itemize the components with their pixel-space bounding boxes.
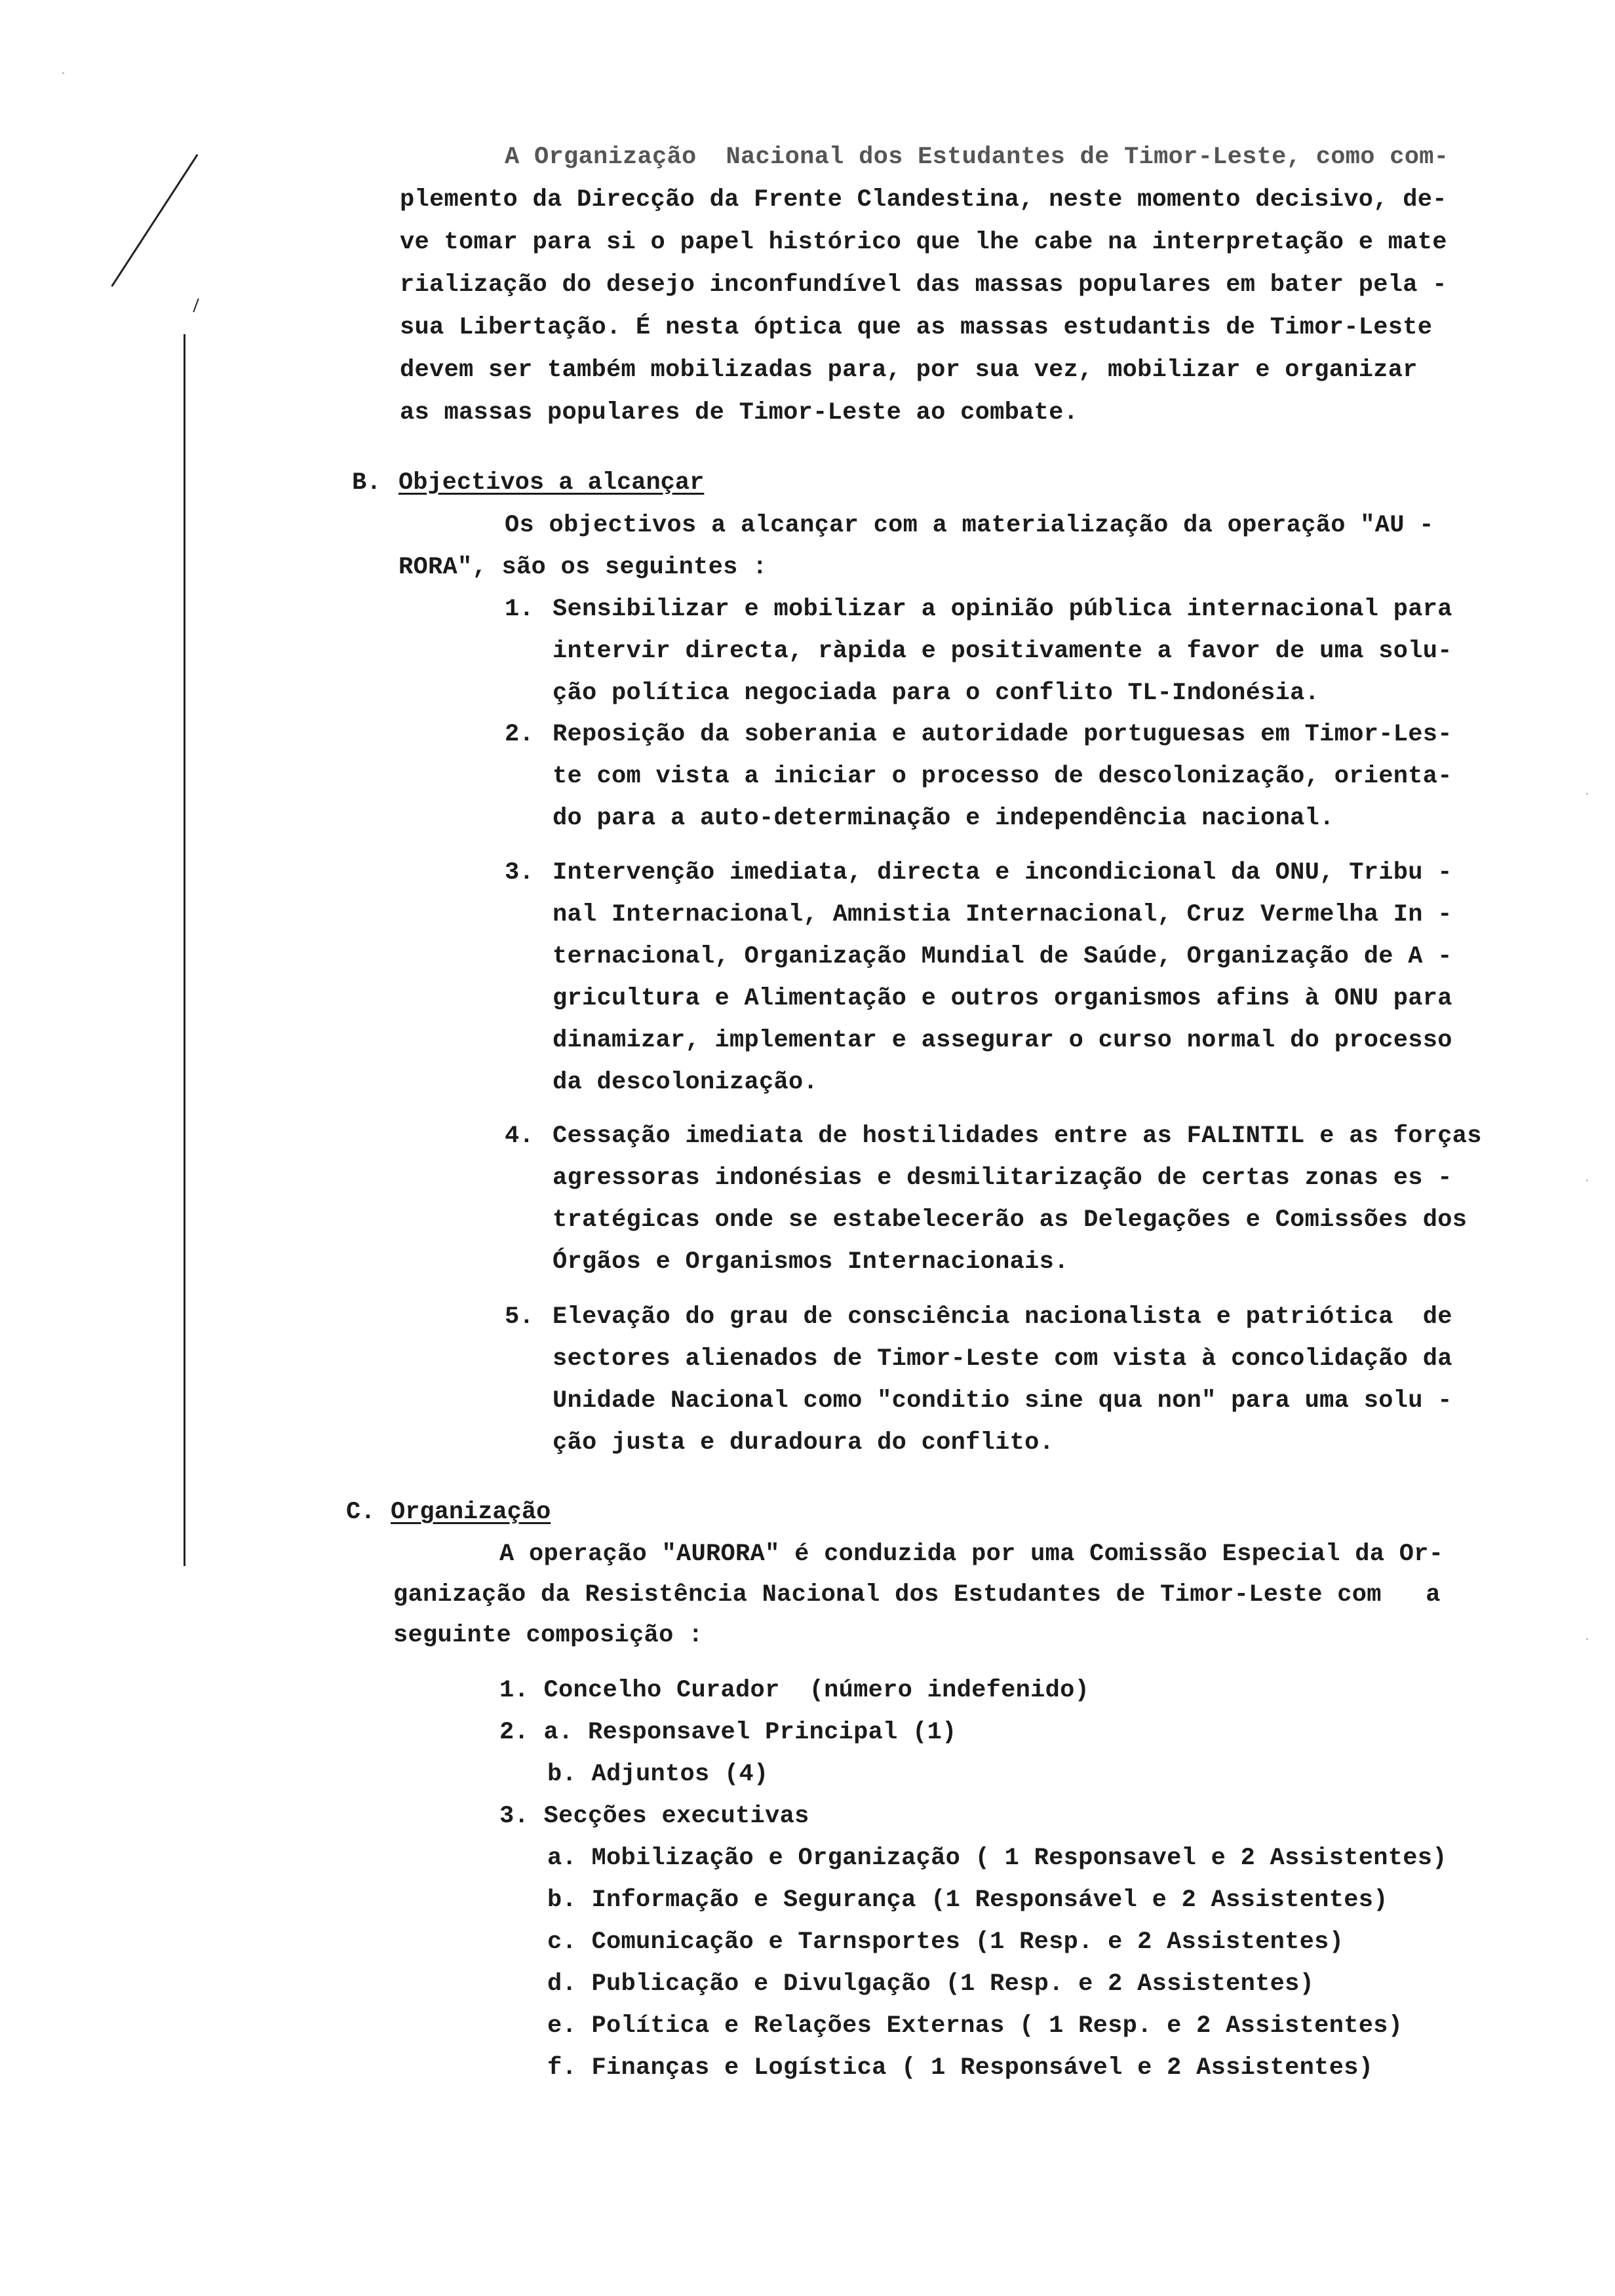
text-line: rialização do desejo inconfundível das massas populares em bater pela - xyxy=(400,271,1447,299)
scan-speck xyxy=(1586,1179,1588,1181)
text-line: do para a auto-determinação e independência nacional. xyxy=(553,805,1334,832)
list-item: d. Publicação e Divulgação (1 Resp. e 2 Assistentes) xyxy=(547,1970,1315,1998)
text-line: A Organização Nacional dos Estudantes de Timor-Leste, como com- xyxy=(505,144,1449,171)
item-number: 2. xyxy=(505,721,534,748)
text-line: dinamizar, implementar e assegurar o curso normal do processo xyxy=(553,1027,1452,1054)
text-line: devem ser também mobilizadas para, por sua vez, mobilizar e organizar xyxy=(400,356,1418,384)
text-line: ganização da Resistência Nacional dos Estudantes de Timor-Leste com a xyxy=(393,1581,1441,1609)
list-item: c. Comunicação e Tarnsportes (1 Resp. e 2 Assistentes) xyxy=(547,1928,1344,1956)
text-line: Cessação imediata de hostilidades entre as FALINTIL e as forças xyxy=(553,1122,1482,1150)
text-line: as massas populares de Timor-Leste ao combate. xyxy=(400,399,1079,427)
text-line: Unidade Nacional como "conditio sine qua non" para uma solu - xyxy=(553,1387,1452,1415)
text-line: tratégicas onde se estabelecerão as Delegações e Comissões dos xyxy=(553,1206,1468,1234)
item-number: 5. xyxy=(505,1303,534,1331)
item-number: 3. xyxy=(505,859,534,887)
text-line: Intervenção imediata, directa e incondicional da ONU, Tribu - xyxy=(553,859,1452,887)
text-line: Órgãos e Organismos Internacionais. xyxy=(553,1248,1069,1276)
list-item: 3. Secções executivas xyxy=(499,1803,809,1830)
text-line: seguinte composição : xyxy=(393,1622,703,1649)
text-line: gricultura e Alimentação e outros organismos afins à ONU para xyxy=(553,985,1452,1012)
text-line: agressoras indonésias e desmilitarização de certas zonas es - xyxy=(553,1164,1452,1192)
text-line: ternacional, Organização Mundial de Saúde, Organização de A - xyxy=(553,943,1452,970)
pen-stroke-mark xyxy=(111,154,198,287)
text-line: ção justa e duradoura do conflito. xyxy=(553,1429,1055,1457)
section-letter: C. xyxy=(346,1499,376,1526)
text-line: intervir directa, ràpida e positivamente a favor de uma solu- xyxy=(553,638,1452,665)
text-line: RORA", são os seguintes : xyxy=(399,554,768,581)
text-line: Reposição da soberania e autoridade portuguesas em Timor-Les- xyxy=(553,721,1452,748)
pen-tick-mark xyxy=(193,298,199,312)
text-line: ção política negociada para o conflito TL-Indonésia. xyxy=(553,679,1320,707)
list-item: a. Mobilização e Organização ( 1 Responsavel e 2 Assistentes) xyxy=(547,1845,1447,1872)
scan-speck xyxy=(1586,1638,1588,1640)
item-number: 4. xyxy=(505,1122,534,1150)
text-line: te com vista a iniciar o processo de descolonização, orienta- xyxy=(553,763,1452,790)
list-item: b. Adjuntos (4) xyxy=(547,1761,769,1788)
text-line: Os objectivos a alcançar com a materialização da operação "AU - xyxy=(505,512,1434,539)
text-line: da descolonização. xyxy=(553,1069,819,1096)
scan-speck xyxy=(1586,793,1588,795)
scan-speck xyxy=(62,72,64,74)
text-line: ve tomar para si o papel histórico que lhe cabe na interpretação e mate xyxy=(400,229,1447,256)
section-title: Organização xyxy=(391,1499,551,1526)
list-item: f. Finanças e Logística ( 1 Responsável e 2 Assistentes) xyxy=(547,2054,1374,2082)
section-title: Objectivos a alcançar xyxy=(399,469,705,497)
list-item: 2. a. Responsavel Principal (1) xyxy=(499,1719,957,1746)
text-line: plemento da Direcção da Frente Clandestina, neste momento decisivo, de- xyxy=(400,186,1447,214)
section-letter: B. xyxy=(352,469,381,497)
text-line: Elevação do grau de consciência nacionalista e patriótica de xyxy=(553,1303,1452,1331)
list-item: b. Informação e Segurança (1 Responsável e 2 Assistentes) xyxy=(547,1886,1388,1914)
text-line: Sensibilizar e mobilizar a opinião pública internacional para xyxy=(553,596,1452,623)
list-item: e. Política e Relações Externas ( 1 Resp. e 2 Assistentes) xyxy=(547,2012,1403,2040)
text-line: nal Internacional, Amnistia Internacional, Cruz Vermelha In - xyxy=(553,901,1452,928)
text-line: A operação "AURORA" é conduzida por uma Comissão Especial da Or- xyxy=(499,1540,1444,1568)
text-line: sectores alienados de Timor-Leste com vista à concolidação da xyxy=(553,1345,1452,1373)
text-line: sua Libertação. É nesta óptica que as massas estudantis de Timor-Leste xyxy=(400,314,1433,341)
list-item: 1. Concelho Curador (número indefenido) xyxy=(499,1677,1090,1704)
margin-line-mark xyxy=(184,334,185,1566)
item-number: 1. xyxy=(505,596,534,623)
